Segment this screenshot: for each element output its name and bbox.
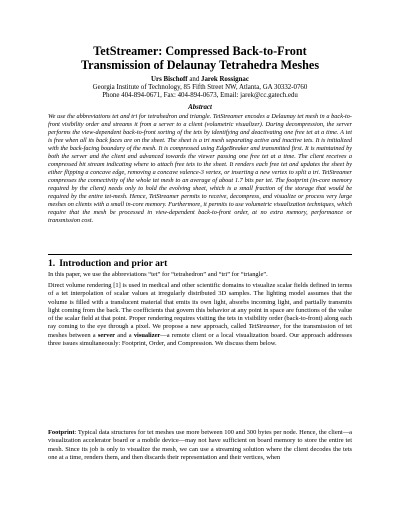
abstract-text: We use the abbreviations tet and tri for tetrahedron and triangle. TetStreamer encodes a Delaunay tet mesh in a back-to-front visibility order and streams it from a server to a client (volumetric visualizer). During decompression, the server performs the view-dependent back-to-front sorting of the tets by identifying and deactivating one free tet at a time. A tet is free when all its back faces are on the sheet. The sheet is a tri mesh separating active and inactive tets. It is initialized with the back-facing boundary of the mesh. It is compressed using EdgeBreaker and transmitted first. It is maintained by both the server and the client and advanced towards the viewer passing one free tet at a time. The client receives a compressed bit stream indicating where to attach free tets to the sheet. It renders each free tet and updates the sheet by either flipping a concave edge, removing a concave valence-3 vertex, or inserting a new vertex to split a tri. TetStreamer compresses the connectivity of the whole tet mesh to an average of about 1.7 bits per tet. The footprint (in-core memory required by the client) needs only to hold the evolving sheet, which is a small fraction of the storage that would be required by the entire tet-mesh. Hence, TetStreamer permits to receive, decompress, and visualize or process very large meshes on clients with a small in-core memory. Furthermore, it permits to use volumetric visualization techniques, which require that the mesh be processed in view-dependent back-to-front order, at no extra memory, performance or transmission cost.: [48, 113, 352, 224]
intro-paragraph-1: In this paper, we use the abbreviations “tet” for “tetrahedron” and “tri” for “triangle”.: [48, 271, 268, 278]
section-title: Introduction and prior art: [59, 258, 168, 269]
para2-text-a: Direct volume rendering [1] is used in medical and other scientific domains to visualize scalar fields defined in terms of a tet interpolation of scalar values at irregularly distributed 3D samples. The lighting model assumes that the volume is filled with a translucent material that emits its own light, absorbs incoming light, and partially transmits light coming from the back. The coefficients that govern this behavior at any point in space are functions of the value of the scalar field at that point. Proper rendering requires visiting the tets in visibility order (back-to-front) along each ray coming to the eye through a pixel. We propose a new approach, called: [48, 282, 352, 331]
para2-text-b: , for the transmission of tet meshes between a: [48, 323, 353, 339]
intro-paragraph-3: [48, 429, 352, 462]
title-line-1: TetStreamer: Compressed Back-to-Front: [93, 44, 307, 58]
author-2: Jarek Rossignac: [201, 76, 249, 83]
author-separator: and: [187, 76, 202, 83]
intro-paragraph-2: [48, 282, 352, 348]
section-heading: [48, 258, 352, 269]
author-names: [48, 76, 352, 84]
para3-lead-word: Footprint: [48, 429, 75, 436]
author-block: [48, 76, 352, 101]
abstract-heading: Abstract: [188, 104, 212, 111]
para3-text: : Typical data structures for tet meshes use more between 100 and 300 bytes per node. Hence, the client—a visualization accelerator board or a mobile device—may not have sufficient on board memory to store the entire tet mesh. Since its job is only to visualize the mesh, we can use a streaming solution where the client decodes the tets one at a time, renders them, and then discards their representation and their vertices, when: [48, 429, 352, 461]
author-1: Urs Bischoff: [151, 76, 188, 83]
para2-bold-server: server: [97, 331, 116, 339]
para2-italic-name: TetStreamer: [248, 323, 280, 331]
para2-text-c: and a: [115, 331, 134, 339]
section-number: 1.: [48, 258, 56, 269]
contact-info: Phone 404-894-0671, Fax: 404-894-0673, Email: jarek@cc.gatech.edu: [102, 92, 298, 100]
section-divider: [48, 254, 352, 255]
paper-title: [48, 44, 352, 72]
affiliation: Georgia Institute of Technology, 85 Fifth Street NW, Atlanta, GA 30332-0760: [92, 84, 308, 92]
para2-text-d: —a remote client or a local visualization board. Our approach addresses three issues simultaneously: Footprint, Order, and Compression. We discuss them below.: [48, 331, 352, 347]
para2-bold-visualizer: visualizer: [133, 331, 161, 339]
title-line-2: Transmission of Delaunay Tetrahedra Meshes: [80, 58, 320, 72]
